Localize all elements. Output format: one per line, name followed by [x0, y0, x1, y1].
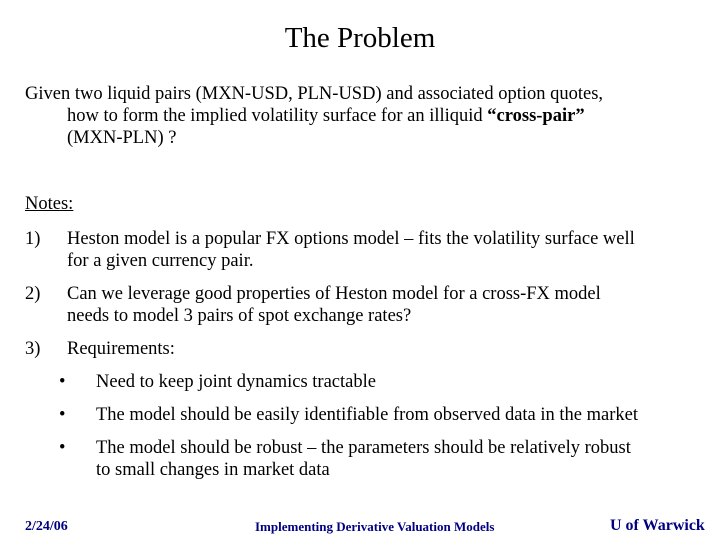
- item-line-1: Requirements:: [67, 339, 175, 359]
- footer-title: Implementing Derivative Valuation Models: [255, 519, 495, 534]
- bullet-item-2: [57, 404, 697, 426]
- bullet-line-1: The model should be easily identifiable from observed data in the market: [96, 405, 638, 425]
- item-number: 2): [25, 284, 41, 304]
- bullet-marker: •: [59, 372, 66, 392]
- item-line-1: Heston model is a popular FX options model – fits the volatility surface well: [67, 229, 635, 249]
- item-line-2: needs to model 3 pairs of spot exchange rates?: [67, 306, 412, 326]
- bullet-line-1: The model should be robust – the parameters should be relatively robust: [96, 438, 631, 458]
- numbered-item-2: [25, 283, 705, 327]
- numbered-item-3: [25, 338, 705, 360]
- problem-line-1: Given two liquid pairs (MXN-USD, PLN-USD) and associated option quotes,: [25, 84, 604, 104]
- item-number: 1): [25, 229, 41, 249]
- bullet-marker: •: [59, 405, 66, 425]
- footer-institution: U of Warwick: [610, 517, 705, 534]
- bullet-line-1: Need to keep joint dynamics tractable: [96, 372, 376, 392]
- problem-statement: [25, 83, 705, 149]
- item-line-2: for a given currency pair.: [67, 251, 254, 271]
- footer-date: 2/24/06: [25, 519, 68, 534]
- bullet-line-2: to small changes in market data: [96, 460, 330, 480]
- bullet-marker: •: [59, 438, 66, 458]
- numbered-item-1: [25, 228, 705, 272]
- item-line-1: Can we leverage good properties of Heston model for a cross-FX model: [67, 284, 601, 304]
- problem-line-2-text: how to form the implied volatility surface for an illiquid: [67, 106, 488, 126]
- problem-line-3: (MXN-PLN) ?: [67, 128, 177, 148]
- notes-heading: Notes:: [25, 194, 74, 214]
- item-number: 3): [25, 339, 41, 359]
- bullet-item-1: [57, 371, 697, 393]
- problem-line-2: [25, 105, 705, 127]
- slide-title: The Problem: [284, 22, 436, 54]
- bullet-item-3: [57, 437, 697, 481]
- cross-pair-term: “cross-pair”: [487, 106, 585, 126]
